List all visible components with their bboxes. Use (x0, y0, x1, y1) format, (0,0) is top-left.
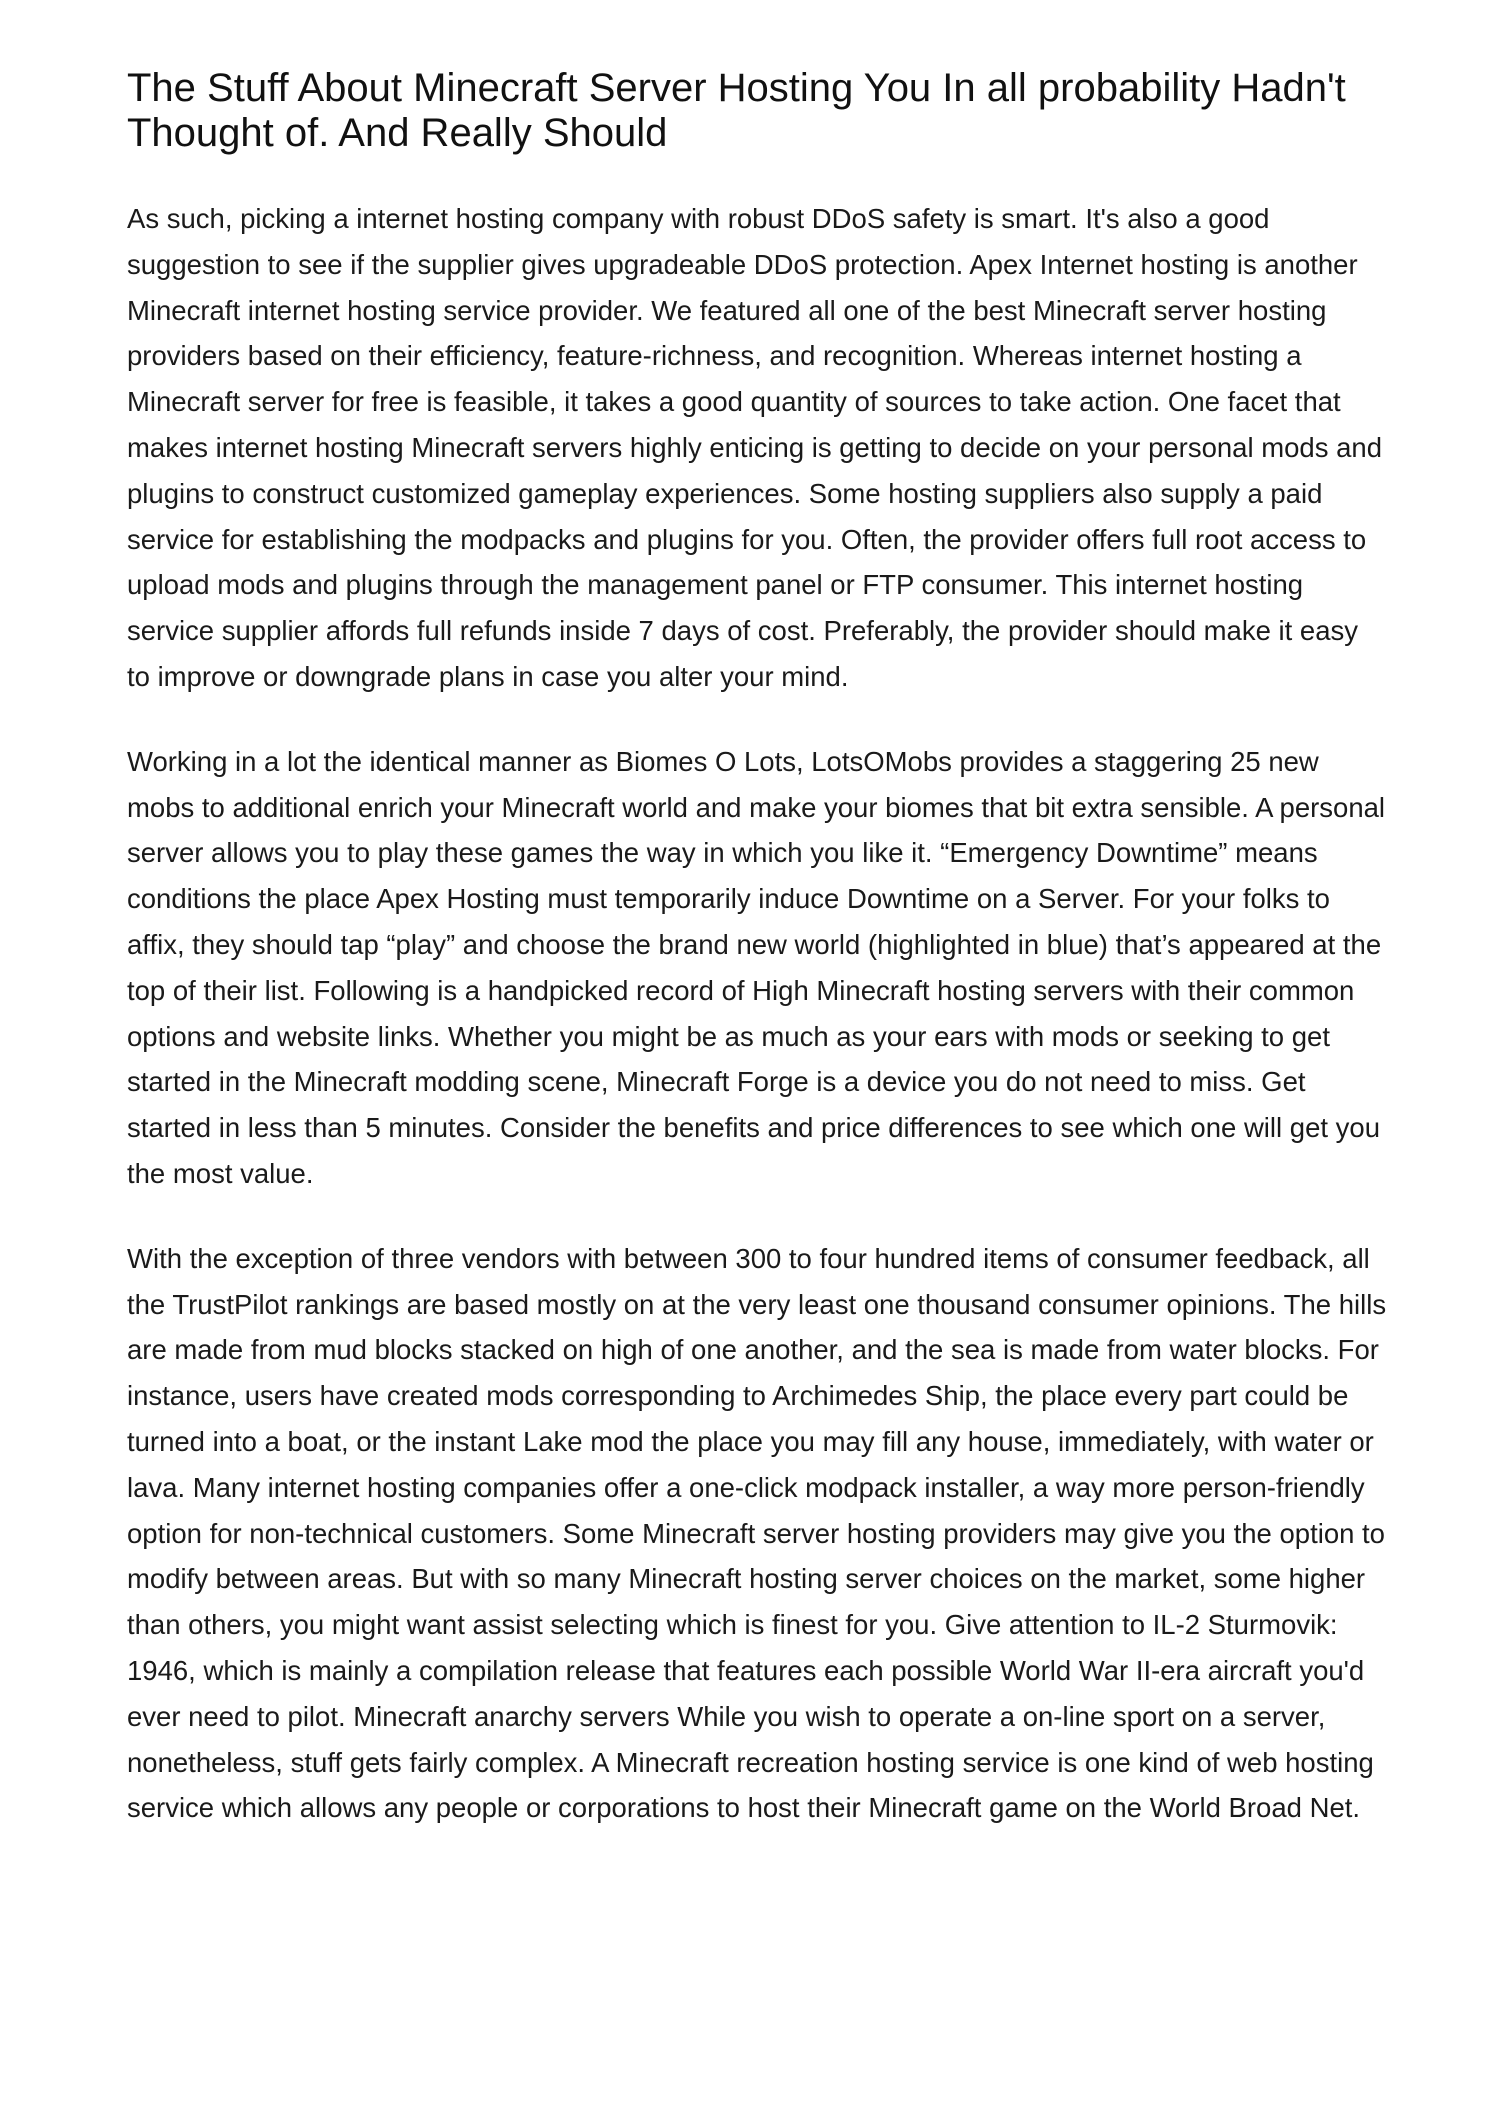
paragraph-1: As such, picking a internet hosting company with robust DDoS safety is smart. It's also a good suggestion to see if the supplier gives upgradeable DDoS protection. Apex Internet hosting is another Minecraft internet hosting service provider. We featured all one of the best Minecraft server hosting providers based on their efficiency, feature-richness, and recognition. Whereas internet hosting a Minecraft server for free is feasible, it takes a good quantity of sources to take action. One facet that makes internet hosting Minecraft servers highly enticing is getting to decide on your personal mods and plugins to construct customized gameplay experiences. Some hosting suppliers also supply a paid service for establishing the modpacks and plugins for you. Often, the provider offers full root access to upload mods and plugins through the management panel or FTP consumer. This internet hosting service supplier affords full refunds inside 7 days of cost. Preferably, the provider should make it easy to improve or downgrade plans in case you alter your mind. (127, 203, 1382, 692)
document-body (127, 66, 1387, 1870)
paragraph-2: Working in a lot the identical manner as Biomes O Lots, LotsOMobs provides a staggering 25 new mobs to additional enrich your Minecraft world and make your biomes that bit extra sensible. A personal server allows you to play these games the way in which you like it. “Emergency Downtime” means conditions the place Apex Hosting must temporarily induce Downtime on a Server. For your folks to affix, they should tap “play” and choose the brand new world (highlighted in blue) that’s appeared at the top of their list. Following is a handpicked record of High Minecraft hosting servers with their common options and website links. Whether you might be as much as your ears with mods or seeking to get started in the Minecraft modding scene, Minecraft Forge is a device you do not need to miss. Get started in less than 5 minutes. Consider the benefits and price differences to see which one will get you the most value. (127, 745, 1386, 1189)
paragraph-3: With the exception of three vendors with between 300 to four hundred items of consumer feedback, all the TrustPilot rankings are based mostly on at the very least one thousand consumer opinions. The hills are made from mud blocks stacked on high of one another, and the sea is made from water blocks. For instance, users have created mods corresponding to Archimedes Ship, the place every part could be turned into a boat, or the instant Lake mod the place you may fill any house, immediately, with water or lava. Many internet hosting companies offer a one-click modpack installer, a way more person-friendly option for non-technical customers. Some Minecraft server hosting providers may give you the option to modify between areas. But with so many Minecraft hosting server choices on the market, some higher than others, you might want assist selecting which is finest for you. Give attention to IL-2 Sturmovik: 1946, which is mainly a compilation release that features each possible World War II-era aircraft you'd ever need to pilot. Minecraft anarchy servers While you wish to operate a on-line sport on a server, nonetheless, stuff gets fairly complex. A Minecraft recreation hosting service is one kind of web hosting service which allows any people or corporations to host their Minecraft game on the World Broad Net. (127, 1242, 1387, 1824)
document-title: The Stuff About Minecraft Server Hosting You In all probability Hadn't Thought of. And Really Should (127, 66, 1346, 155)
